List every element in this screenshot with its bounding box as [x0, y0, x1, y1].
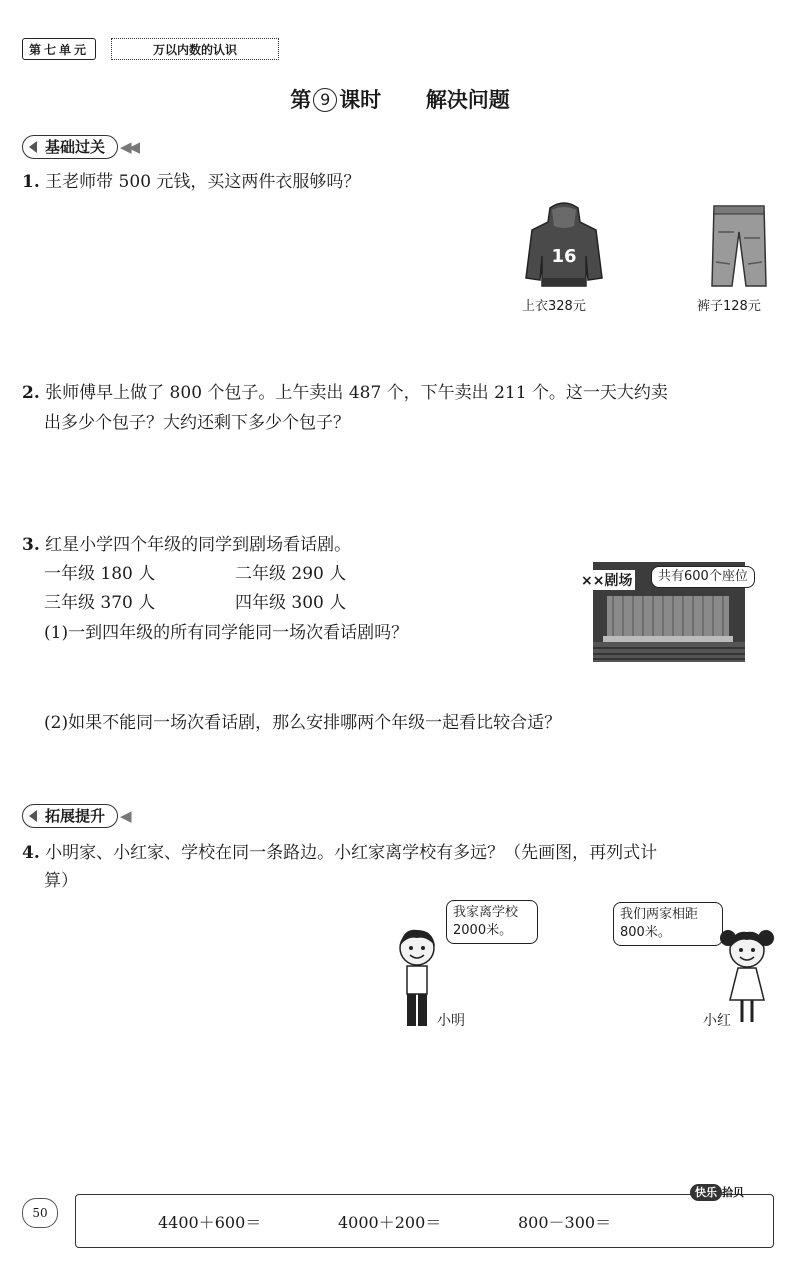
brand-dark: 快乐 — [690, 1184, 722, 1201]
grade-name: 四年级 — [235, 593, 286, 613]
question-2-line2: 出多少个包子？大约还剩下多少个包子？ — [44, 413, 350, 433]
lesson-title-row — [0, 84, 800, 114]
grade-count: 370 人 — [100, 593, 156, 613]
jacket-image — [522, 200, 606, 288]
calc-3: 800－300＝ — [518, 1213, 612, 1232]
grade-2 — [235, 559, 346, 589]
question-3-text: 红星小学四个年级的同学到剧场看话剧。 — [45, 535, 352, 555]
page-number: 50 — [22, 1198, 58, 1228]
boy-speech-bubble: 我家离学校2000米。 — [446, 900, 538, 944]
lesson-prefix: 第 — [290, 88, 312, 112]
question-1-text: 王老师带 500 元钱，买这两件衣服够吗？ — [45, 172, 361, 192]
section-basic-label: 基础过关 — [22, 135, 118, 159]
question-3 — [22, 530, 351, 560]
pants-price-label: 裤子128元 — [697, 299, 761, 314]
brand-logo — [690, 1184, 744, 1200]
grade-3 — [44, 588, 155, 618]
grade-count: 180 人 — [100, 564, 156, 584]
grade-name: 三年级 — [44, 593, 95, 613]
question-4 — [22, 838, 657, 868]
question-3-number: 3. — [22, 535, 40, 555]
chevrons-icon: ◀◀ — [120, 138, 138, 156]
unit-topic: 万以内数的认识 — [111, 38, 279, 60]
jacket-price-label: 上衣328元 — [522, 299, 586, 314]
calc-1: 4400＋600＝ — [158, 1213, 262, 1232]
unit-label: 第七单元 — [22, 38, 96, 60]
grade-name: 二年级 — [235, 564, 286, 584]
boy-name: 小明 — [437, 1013, 465, 1029]
question-2-number: 2. — [22, 383, 40, 403]
theater-seat-bubble: 共有600个座位 — [651, 566, 755, 588]
calc-2: 4000＋200＝ — [338, 1213, 442, 1232]
grade-count: 290 人 — [291, 564, 347, 584]
chevrons-icon: ◀ — [120, 807, 129, 825]
section-extend-label: 拓展提升 — [22, 804, 118, 828]
grade-1 — [44, 559, 155, 589]
pants-image — [708, 202, 770, 290]
grade-count: 300 人 — [291, 593, 347, 613]
theater-label: ××剧场 — [578, 570, 635, 590]
grade-4 — [235, 588, 346, 618]
lesson-number: 9 — [313, 88, 337, 112]
question-4-number: 4. — [22, 843, 40, 863]
lesson-title: 解决问题 — [425, 88, 510, 112]
girl-name: 小红 — [703, 1013, 731, 1029]
question-1 — [22, 167, 360, 197]
section-basic-badge — [22, 135, 137, 159]
question-3-part1: (1)一到四年级的所有同学能同一场次看话剧吗？ — [44, 623, 409, 643]
question-3-part2: (2)如果不能同一场次看话剧，那么安排哪两个年级一起看比较合适？ — [44, 713, 562, 733]
brand-text: 拾贝 — [722, 1186, 744, 1199]
question-1-number: 1. — [22, 172, 40, 192]
jacket-number: 16 — [551, 246, 577, 267]
question-4-line2: 算） — [44, 871, 78, 891]
question-4-line1: 小明家、小红家、学校在同一条路边。小红家离学校有多远？（先画图，再列式计 — [45, 843, 658, 863]
section-extend-badge — [22, 804, 129, 828]
lesson-suffix: 课时 — [339, 88, 382, 112]
grade-name: 一年级 — [44, 564, 95, 584]
girl-speech-bubble: 我们两家相距800米。 — [613, 902, 723, 946]
question-2-line1: 张师傅早上做了 800 个包子。上午卖出 487 个，下午卖出 211 个。这一天大约卖 — [45, 383, 668, 403]
boy-figure — [395, 926, 439, 1030]
question-2 — [22, 378, 668, 408]
